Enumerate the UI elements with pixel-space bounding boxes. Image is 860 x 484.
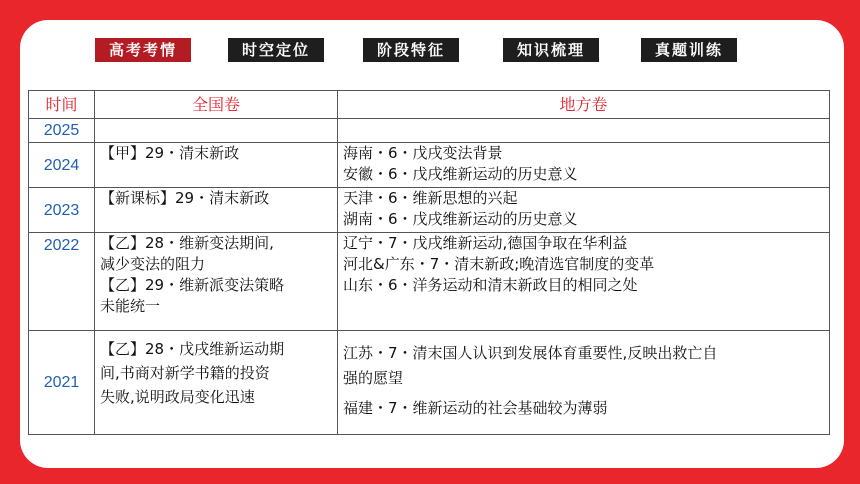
national-entry: 【新课标】29・清末新政 [100, 189, 270, 207]
national-entry: 未能统一 [100, 297, 161, 315]
national-cell [95, 188, 338, 233]
local-entry: 江苏・7・清末国人认识到发展体育重要性,反映出救亡自 [343, 344, 718, 362]
national-entry: 【乙】28・戊戌维新运动期 [100, 340, 285, 358]
national-entry: 【乙】29・维新派变法策略 [100, 276, 285, 294]
national-entry: 减少变法的阻力 [100, 255, 206, 273]
header-local: 地方卷 [338, 91, 830, 119]
table-row [29, 233, 830, 331]
national-cell [95, 331, 338, 435]
table-row [29, 143, 830, 188]
local-entry: 福建・7・维新运动的社会基础较为薄弱 [343, 399, 608, 417]
table-header-row [29, 91, 830, 119]
local-cell [338, 233, 830, 331]
national-entry: 【乙】28・维新变法期间, [100, 234, 274, 252]
local-cell [338, 119, 830, 143]
national-entry: 间,书商对新学书籍的投资 [100, 364, 270, 382]
local-cell [338, 143, 830, 188]
year-cell: 2021 [29, 331, 95, 435]
tab-exam-overview[interactable]: 高考考情 [95, 38, 191, 62]
national-cell [95, 233, 338, 331]
local-entry: 辽宁・7・戊戌维新运动,德国争取在华利益 [343, 234, 628, 252]
exam-table [28, 90, 830, 435]
tab-time-space[interactable]: 时空定位 [228, 38, 324, 62]
local-cell [338, 188, 830, 233]
local-cell [338, 331, 830, 435]
table-row [29, 119, 830, 143]
local-entry: 强的愿望 [343, 369, 404, 387]
table-row [29, 331, 830, 435]
local-entry: 安徽・6・戊戌维新运动的历史意义 [343, 165, 578, 183]
tab-stage-features[interactable]: 阶段特征 [363, 38, 459, 62]
national-entry: 【甲】29・清末新政 [100, 144, 240, 162]
year-cell: 2023 [29, 188, 95, 233]
table-row [29, 188, 830, 233]
local-entry: 河北&广东・7・清末新政;晚清选官制度的变革 [343, 255, 655, 273]
header-time: 时间 [29, 91, 95, 119]
local-entry: 海南・6・戊戌变法背景 [343, 144, 503, 162]
local-entry: 山东・6・洋务运动和清末新政目的相同之处 [343, 276, 638, 294]
local-entry: 天津・6・维新思想的兴起 [343, 189, 518, 207]
national-cell [95, 119, 338, 143]
nav-tabs [90, 38, 750, 62]
year-cell: 2022 [29, 233, 95, 331]
tab-exam-practice[interactable]: 真题训练 [641, 38, 737, 62]
national-entry: 失败,说明政局变化迅速 [100, 388, 255, 406]
year-cell: 2024 [29, 143, 95, 188]
header-national: 全国卷 [95, 91, 338, 119]
year-cell: 2025 [29, 119, 95, 143]
local-entry: 湖南・6・戊戌维新运动的历史意义 [343, 210, 578, 228]
tab-knowledge-review[interactable]: 知识梳理 [503, 38, 599, 62]
national-cell [95, 143, 338, 188]
